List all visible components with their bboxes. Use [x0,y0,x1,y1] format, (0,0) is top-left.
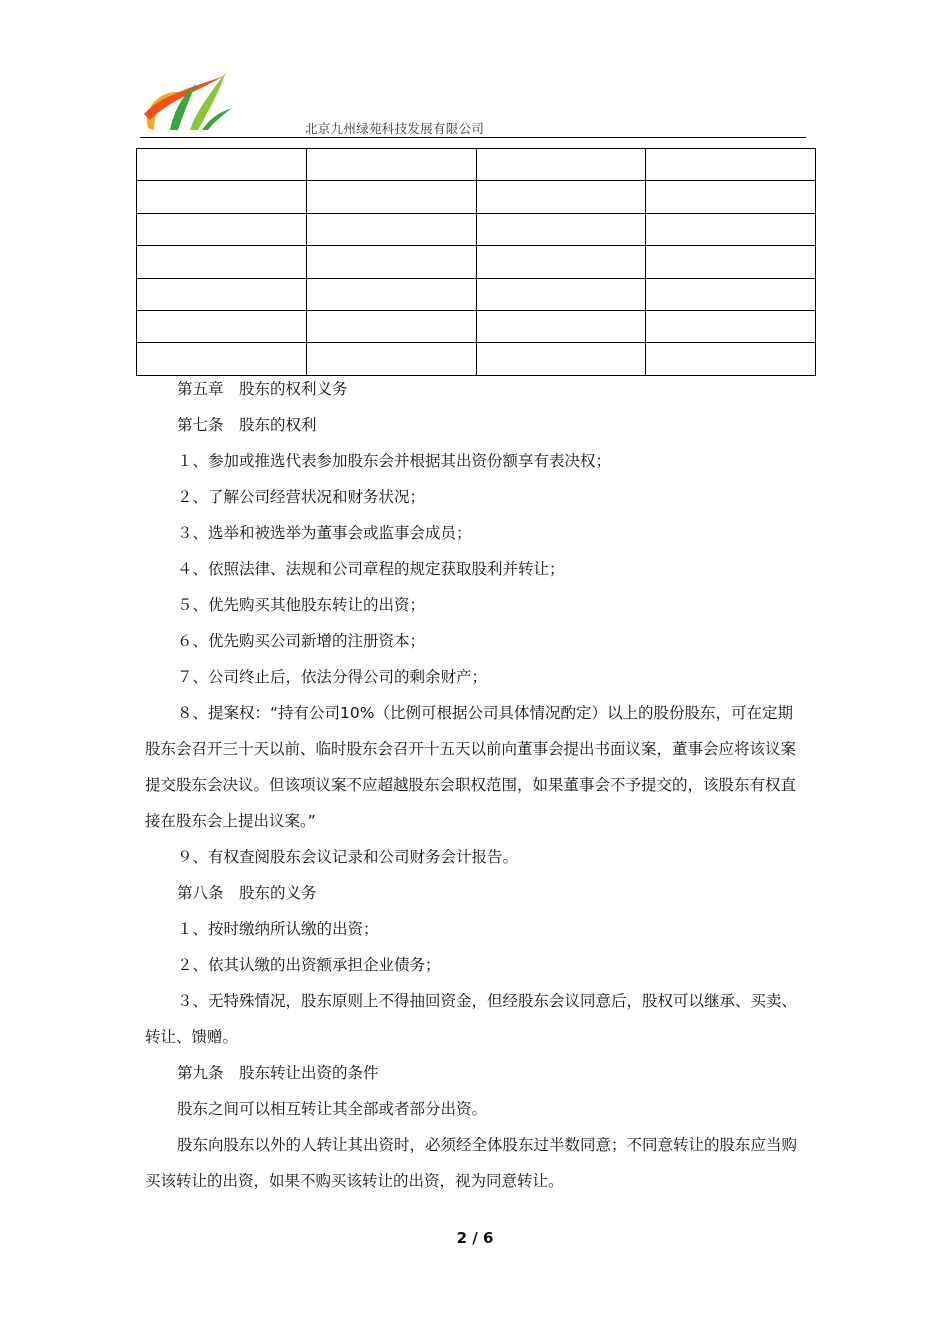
table-cell [646,213,816,245]
table-row [137,246,816,278]
table-cell [476,278,646,310]
table-row [137,181,816,213]
table-cell [306,149,476,181]
table-cell [476,310,646,342]
header-rule [140,137,806,138]
table-cell [306,213,476,245]
paragraph: 第九条 股东转让出资的条件 [177,1064,379,1082]
paragraph: 股东向股东以外的人转让其出资时，必须经全体股东过半数同意；不同意转让的股东应当购买该转让的出资，如果不购买该转让的出资，视为同意转让。 [145,1136,798,1190]
company-name: 北京九州绿苑科技发展有限公司 [305,121,485,136]
table-cell [306,310,476,342]
table-cell [137,310,307,342]
table-cell [476,149,646,181]
paragraph: 第五章 股东的权利义务 [177,380,348,398]
table-cell [137,213,307,245]
paragraph: ６、优先购买公司新增的注册资本； [177,632,426,650]
paragraph: ８、提案权：“持有公司10%（比例可根据公司具体情况酌定）以上的股份股东，可在定期股东会召开三十天以前、临时股东会召开十五天以前向董事会提出书面议案，董事会应将该议案提交股东会决议。但该项议案不应超越股东会职权范围，如果董事会不予提交的，该股东有权直接在股东会上提出议案。” [145,704,797,830]
table-cell [137,149,307,181]
paragraph: 第八条 股东的义务 [177,884,317,902]
table-cell [476,181,646,213]
paragraph: 股东之间可以相互转让其全部或者部分出资。 [177,1100,488,1118]
table-cell [646,278,816,310]
paragraph: ２、了解公司经营状况和财务状况； [177,488,426,506]
table-row [137,278,816,310]
paragraph: ３、选举和被选举为董事会或监事会成员； [177,524,472,542]
paragraph: １、按时缴纳所认缴的出资； [177,920,379,938]
table-row [137,310,816,342]
table-cell [137,246,307,278]
paragraph: ２、依其认缴的出资额承担企业债务； [177,956,441,974]
paragraph: ４、依照法律、法规和公司章程的规定获取股利并转让； [177,560,565,578]
table-cell [476,213,646,245]
table-cell [306,278,476,310]
table-row [137,149,816,181]
document-body [145,371,808,1199]
empty-table [136,148,816,376]
paragraph: 第七条 股东的权利 [177,416,317,434]
table-cell [137,278,307,310]
table-cell [646,181,816,213]
table-cell [646,310,816,342]
page-number: 2 / 6 [456,1229,494,1247]
paragraph: ５、优先购买其他股东转让的出资； [177,596,426,614]
table-cell [306,246,476,278]
paragraph: ９、有权查阅股东会议记录和公司财务会计报告。 [177,848,519,866]
paragraph: ７、公司终止后，依法分得公司的剩余财产； [177,668,488,686]
table-cell [646,149,816,181]
company-logo [140,66,232,136]
leaf-logo-icon [140,66,232,136]
table-cell [476,246,646,278]
table-cell [137,181,307,213]
table-cell [306,181,476,213]
table-cell [646,246,816,278]
paragraph: ３、无特殊情况，股东原则上不得抽回资金，但经股东会议同意后，股权可以继承、买卖、转让、馈赠。 [145,992,798,1046]
paragraph: １、参加或推选代表参加股东会并根据其出资份额享有表决权； [177,452,612,470]
table-row [137,213,816,245]
